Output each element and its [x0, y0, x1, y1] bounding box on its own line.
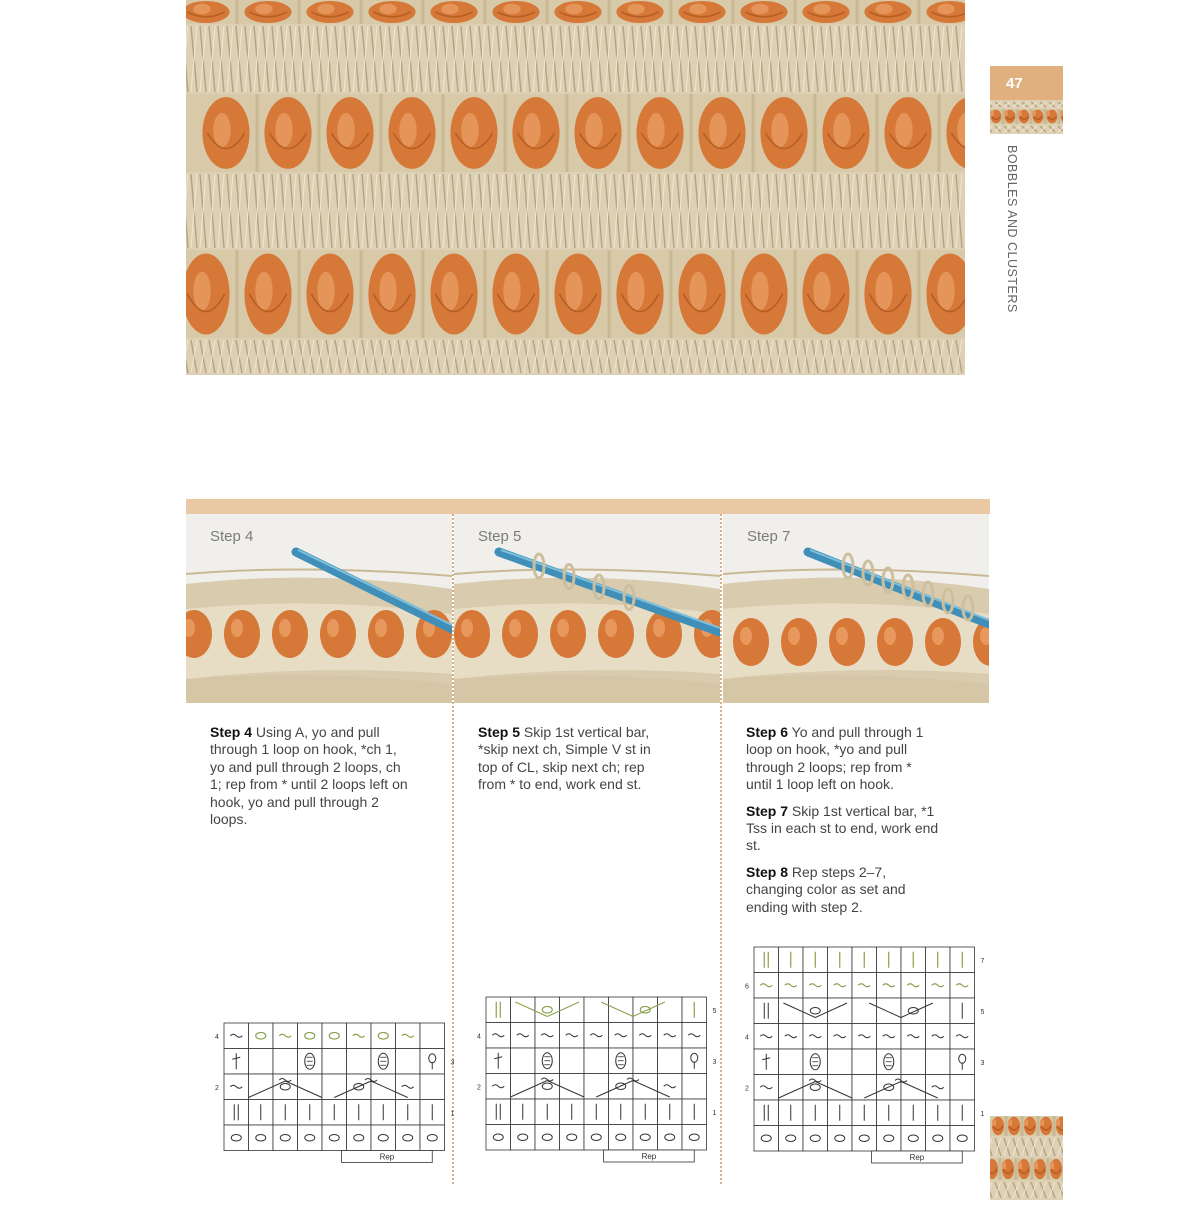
instructions-column-1	[210, 724, 410, 837]
step-photo-1	[186, 514, 452, 703]
chart-row-number: 4	[745, 1034, 749, 1041]
step-instruction	[746, 803, 941, 855]
step-instruction	[746, 864, 941, 916]
chart-row-number: 4	[477, 1033, 481, 1040]
chart-row-number: 6	[745, 983, 749, 990]
photo-label: Step 7	[747, 528, 790, 545]
step-text: Skip 1st vertical bar, *1 Tss in each st to end, work end st.	[746, 803, 938, 854]
step-instruction	[478, 724, 673, 794]
page-number-tab	[990, 66, 1063, 134]
step-name: Step 5	[478, 724, 520, 740]
stitch-chart-1	[208, 1022, 443, 1167]
instructions-column-2	[478, 724, 673, 803]
step-text: Rep steps 2–7, changing color as set and ending with step 2.	[746, 864, 906, 915]
corner-thumbnail	[990, 1116, 1063, 1200]
chart-rep-label: Rep	[380, 1153, 395, 1162]
page-number: 47	[990, 66, 1063, 100]
chart-row-number: 3	[451, 1059, 455, 1066]
chart-row-number: 5	[981, 1009, 985, 1016]
chart-rep-label: Rep	[642, 1152, 657, 1161]
step-instruction	[210, 724, 410, 828]
chart-rep-label: Rep	[910, 1153, 925, 1162]
chart-row-number: 4	[215, 1034, 219, 1041]
section-title: BOBBLES AND CLUSTERS	[1005, 145, 1019, 313]
step-name: Step 4	[210, 724, 252, 740]
step-name: Step 8	[746, 864, 788, 880]
swatch-photo	[186, 0, 965, 375]
photo-label: Step 5	[478, 528, 521, 545]
chart-row-number: 1	[713, 1110, 717, 1117]
step-photo-3	[723, 514, 989, 703]
chart-row-number: 2	[215, 1085, 219, 1092]
column-divider	[720, 514, 722, 1184]
chart-row-number: 5	[713, 1008, 717, 1015]
chart-row-number: 7	[981, 958, 985, 965]
section-label	[1005, 145, 1025, 325]
step-band	[186, 499, 990, 514]
step-text: Skip 1st vertical bar, *skip next ch, Simple V st in top of CL, skip next ch; rep from * to end, work end st.	[478, 724, 651, 792]
photo-label: Step 4	[210, 528, 253, 545]
stitch-chart-2	[470, 996, 705, 1166]
step-name: Step 6	[746, 724, 788, 740]
chart-row-number: 3	[981, 1060, 985, 1067]
chart-row-number: 2	[477, 1084, 481, 1091]
chart-row-number: 2	[745, 1085, 749, 1092]
chart-row-number: 1	[451, 1110, 455, 1117]
page-thumbnail	[990, 100, 1063, 134]
step-name: Step 7	[746, 803, 788, 819]
chart-row-number: 3	[713, 1059, 717, 1066]
step-text: Using A, yo and pull through 1 loop on hook, *ch 1, yo and pull through 2 loops, ch 1; rep from * until 2 loops left on hook, yo and pull through 2 loops.	[210, 724, 408, 827]
column-divider	[452, 514, 454, 1184]
step-instruction	[746, 724, 941, 794]
stitch-chart-3	[738, 946, 973, 1166]
instructions-column-3	[746, 724, 941, 925]
chart-row-number: 1	[981, 1111, 985, 1118]
step-text: Yo and pull through 1 loop on hook, *yo and pull through 2 loops; rep from * until 1 loop left on hook.	[746, 724, 923, 792]
step-photo-2	[454, 514, 720, 703]
